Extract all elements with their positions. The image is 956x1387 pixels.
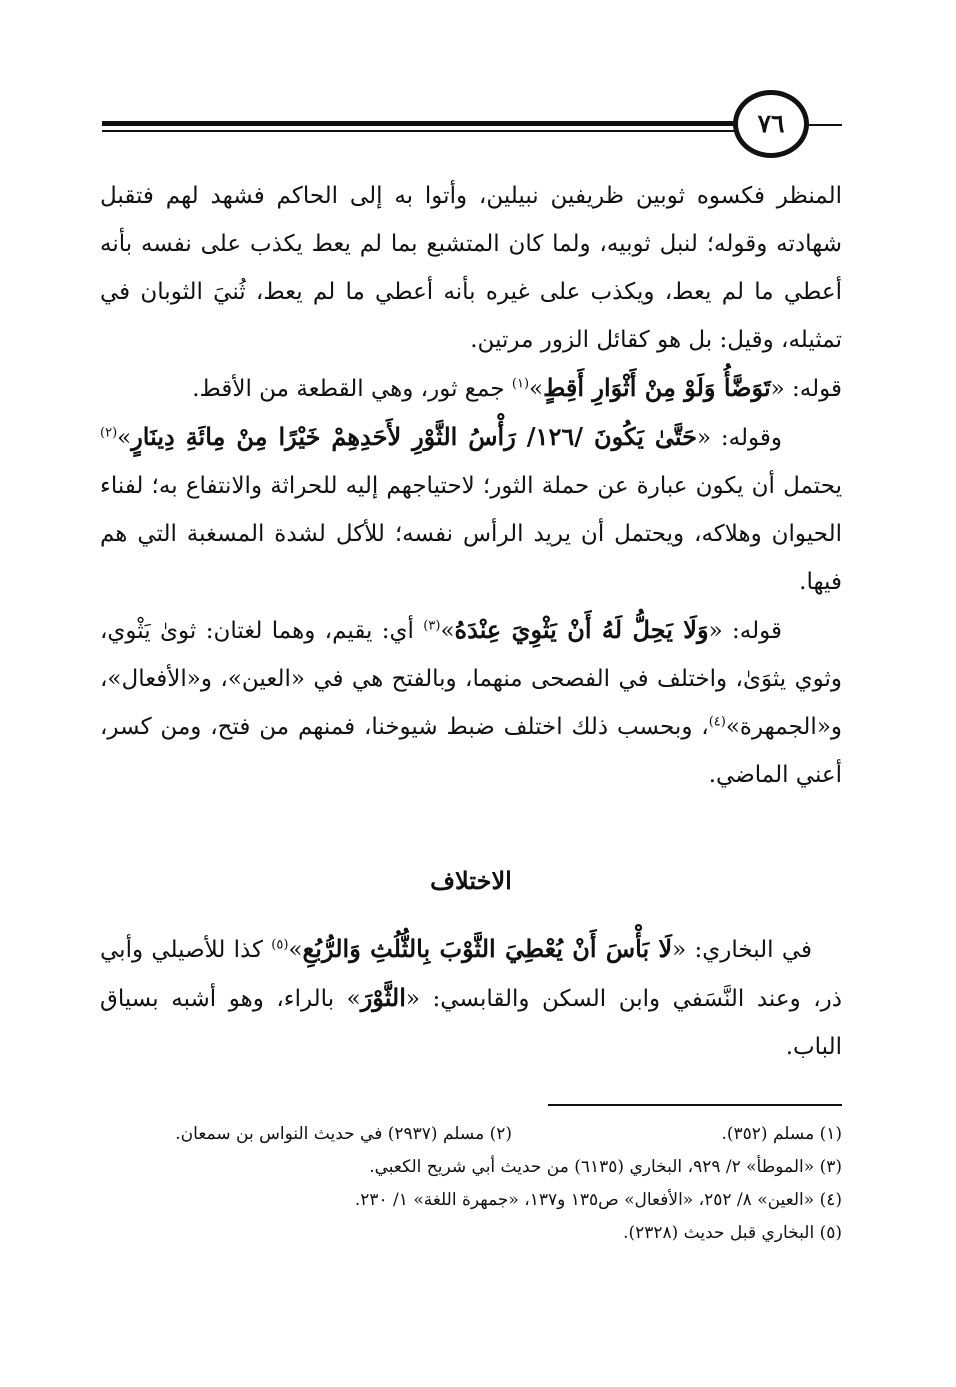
footnote-row — [100, 1217, 842, 1250]
section-heading: الاختلاف — [430, 866, 512, 895]
quote-close: » — [288, 937, 303, 963]
quote-open: في البخاري: « — [672, 937, 813, 963]
footnote-ref: (٥) — [271, 937, 289, 953]
footnote-ref: (٢) — [100, 425, 118, 441]
quote-close: » — [117, 425, 132, 451]
paragraph-text: ، وبحسب ذلك اختلف ضبط شيوخنا، فمنهم من فتح، ومن كسر، أعني الماضي. — [100, 714, 842, 788]
footnote-5: (٥) البخاري قبل حديث (٢٣٢٨). — [623, 1223, 842, 1243]
footnote-ref: (٣) — [423, 618, 441, 634]
paragraph-5 — [100, 925, 842, 1071]
footnote-row — [100, 1184, 842, 1217]
paragraph-1: المنظر فكسوه ثوبين ظريفين نبيلين، وأتوا به إلى الحاكم فشهد لهم فتقبل شهادته وقوله؛ لنبل ثوبيه، ولما كان المتشبع بما لم يعط يكذب على نفسه بأنه أعطي ما لم يعط، ويكذب على غيره بأنه أعطي ما لم يعط، ثُنيَ الثوبان في تمثيله، وقيل: بل هو كقائل الزور مرتين. — [100, 183, 842, 353]
paragraph-text: يحتمل أن يكون عبارة عن حملة الثور؛ لاحتياجهم إليه للحراثة والانتفاع به؛ لفناء الحيوان وهلاكه، ويحتمل أن يريد الرأس نفسه؛ للأكل لشدة المسغبة التي هم فيها. — [100, 473, 842, 595]
quote-open: وقوله: « — [696, 425, 782, 451]
footnote-1: (١) مسلم (٣٥٢). — [721, 1124, 842, 1144]
footnotes — [100, 1118, 842, 1250]
quote-close: » — [440, 618, 455, 644]
quote-close: » — [529, 376, 544, 402]
footnote-ref: (٤) — [708, 714, 726, 730]
quote-open: قوله: « — [770, 376, 842, 402]
paragraph-text: » بالراء، وهو أشبه بسياق الباب. — [100, 986, 842, 1060]
footnote-ref: (١) — [511, 376, 530, 392]
paragraph-4 — [100, 606, 842, 799]
footnote-separator — [548, 1104, 842, 1106]
variant-word: الثَّوْرَ — [360, 983, 406, 1012]
hadith-quote: وَلَا يَحِلُّ لَهُ أَنْ يَثْوِيَ عِنْدَهُ — [454, 615, 709, 644]
quote-open: قوله: « — [708, 618, 782, 644]
footnote-4: (٤) «العين» ٨/ ٢٥٢، «الأفعال» ص١٣٥ و١٣٧، «جمهرة اللغة» ١/ ٢٣٠. — [354, 1190, 842, 1210]
paragraph-text: كذا للأصيلي وأبي ذر، وعند النَّسَفي وابن السكن والقابسي: « — [100, 937, 842, 1012]
footnote-2: (٢) مسلم (٢٩٣٧) في حديث النواس بن سمعان. — [175, 1124, 512, 1144]
paragraph-text: أي: يقيم، وهما لغتان: ثوىٰ يَثْوي، وثوي يثوَىٰ، واختلف في الفصحى منهما، وبالفتح هي في «العين»، و«الأفعال»، و«الجمهرة» — [100, 618, 842, 740]
footnote-row — [100, 1151, 842, 1184]
page-number: ٧٦ — [733, 90, 809, 158]
header-rule-right — [806, 124, 842, 126]
header-rule-thick — [102, 121, 742, 126]
paragraph-text: جمع ثور، وهي القطعة من الأقط. — [192, 376, 512, 402]
hadith-quote: حَتَّىٰ يَكُونَ /١٢٦/ رَأْسُ الثَّوْرِ لأَحَدِهِمْ خَيْرًا مِنْ مِائَةِ دِينَارٍ — [131, 422, 697, 451]
paragraph-2 — [100, 364, 842, 413]
hadith-quote: لَا بَأْسَ أَنْ يُعْطِيَ الثَّوْبَ بِالثُّلُثِ وَالرُّبُعِ — [302, 934, 673, 963]
paragraph-3 — [100, 413, 842, 606]
footnote-row — [100, 1118, 842, 1151]
footnote-3: (٣) «الموطأ» ٢/ ٩٢٩، البخاري (٦١٣٥) من حديث أبي شريح الكعبي. — [369, 1157, 842, 1177]
hadith-quote: تَوَضَّأُ وَلَوْ مِنْ أَثْوَارِ أَقِطٍ — [543, 373, 771, 402]
header-rule-thin — [102, 130, 742, 132]
main-text — [100, 172, 842, 799]
main-text-2 — [100, 925, 842, 1071]
page-header — [0, 0, 956, 170]
